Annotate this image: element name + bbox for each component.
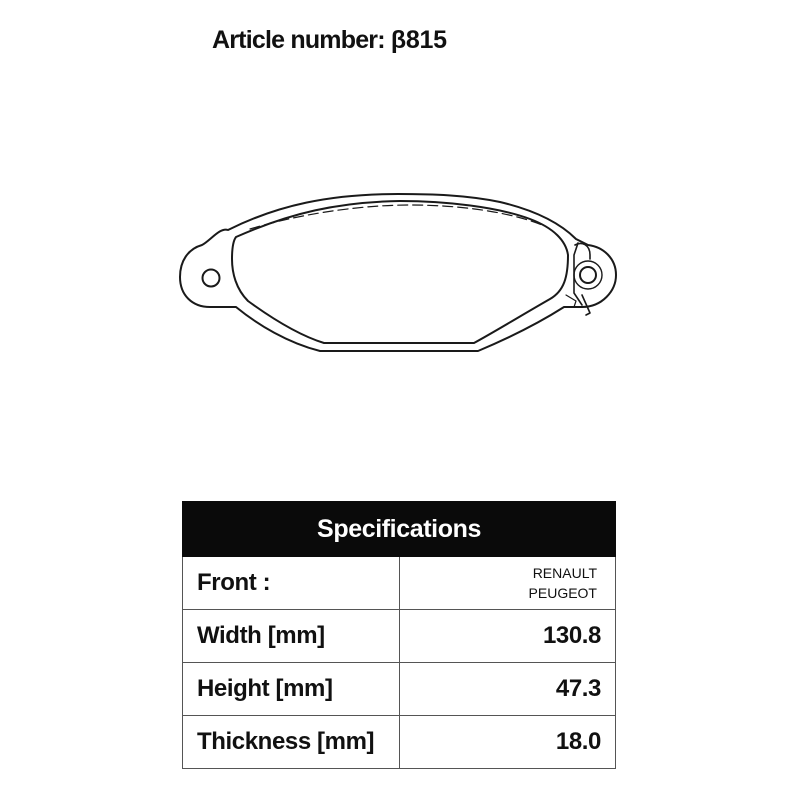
wear-line [250, 205, 542, 229]
table-row [183, 716, 616, 769]
specifications-header: Specifications [183, 502, 616, 557]
article-number-label: Article number: [212, 26, 385, 54]
front-label: Front : [183, 557, 400, 610]
specifications-table [182, 501, 616, 769]
make-renault: RENAULT [532, 565, 597, 581]
table-row [183, 663, 616, 716]
width-value: 130.8 [399, 610, 616, 663]
right-mounting-hole [580, 267, 596, 283]
article-number-title [212, 26, 447, 55]
table-row [183, 557, 616, 610]
table-row [183, 610, 616, 663]
left-mounting-hole [203, 270, 220, 287]
brake-pad-drawing [170, 185, 630, 360]
backing-plate-outline [180, 194, 616, 351]
article-number-value: β815 [390, 26, 447, 54]
height-label: Height [mm] [183, 663, 400, 716]
make-peugeot: PEUGEOT [528, 585, 597, 601]
thickness-value: 18.0 [399, 716, 616, 769]
front-makes [399, 557, 616, 610]
height-value: 47.3 [399, 663, 616, 716]
friction-material-outline [232, 201, 568, 343]
width-label: Width [mm] [183, 610, 400, 663]
thickness-label: Thickness [mm] [183, 716, 400, 769]
